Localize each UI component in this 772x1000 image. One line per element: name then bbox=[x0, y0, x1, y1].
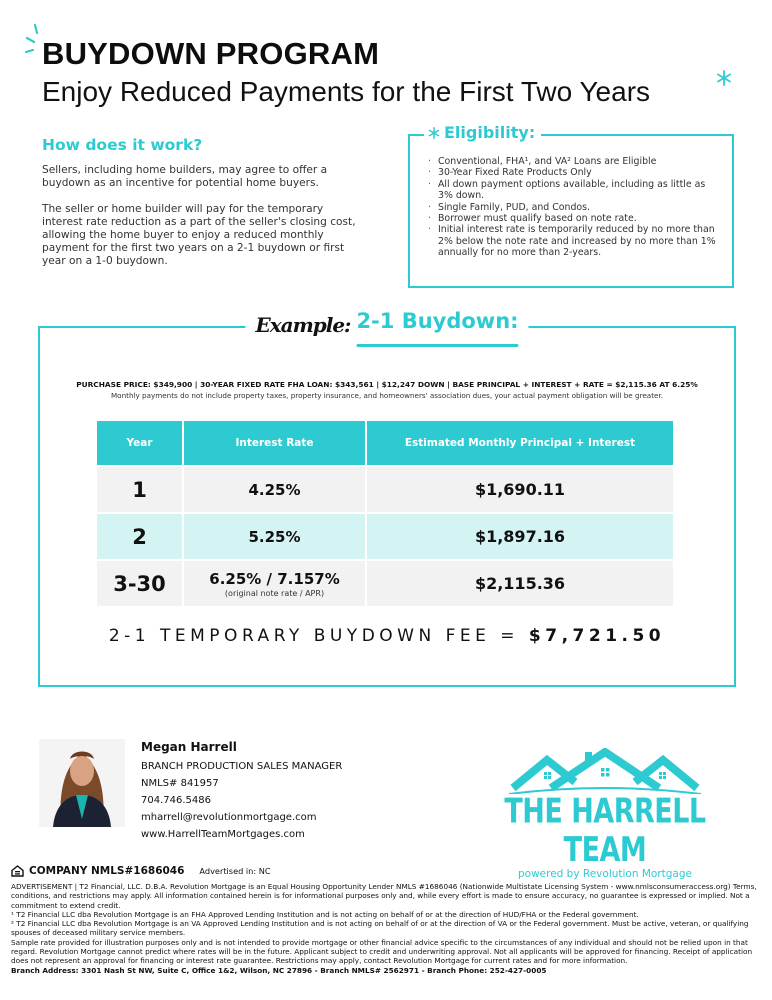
year-cell: 3-30 bbox=[97, 561, 182, 606]
page-title: BUYDOWN PROGRAM bbox=[42, 36, 380, 71]
eligibility-item: · 30-Year Fixed Rate Products Only bbox=[428, 167, 722, 178]
agent-phone[interactable]: 704.746.5486 bbox=[141, 795, 211, 806]
eligibility-item: · Initial interest rate is temporarily reduced by no more than 2% below the note rate and increased by no more than 1% annually for no more than 2-years. bbox=[428, 224, 722, 258]
how-it-works-paragraph: Sellers, including home builders, may agree to offer a buydown as an incentive for potential home buyers. bbox=[42, 164, 328, 189]
payment-cell: $2,115.36 bbox=[367, 561, 673, 606]
agent-photo bbox=[39, 739, 125, 827]
buydown-fee-value: $7,721.50 bbox=[528, 626, 666, 646]
loan-summary bbox=[40, 380, 734, 400]
buydown-fee bbox=[40, 626, 734, 646]
agent-title: BRANCH PRODUCTION SALES MANAGER bbox=[141, 761, 343, 772]
how-it-works-paragraph: The seller or home builder will pay for the temporary interest rate reduction as a part of the seller's closing cost, allowing the home buyer to enjoy a reduced monthly payment for the first two years on a 2-1 buydown or first year on a 1-0 buydown. bbox=[42, 203, 356, 267]
eligibility-heading-label: Eligibility: bbox=[444, 123, 536, 142]
how-it-works-section bbox=[42, 136, 362, 281]
page-subtitle: Enjoy Reduced Payments for the First Two Years bbox=[42, 76, 651, 107]
rates-table bbox=[95, 419, 675, 608]
rate-cell bbox=[184, 561, 365, 606]
agent-email[interactable]: mharrell@revolutionmortgage.com bbox=[141, 812, 317, 823]
advertised-in: Advertised in: NC bbox=[199, 866, 271, 876]
eligibility-box bbox=[408, 123, 734, 288]
equal-housing-icon bbox=[11, 865, 24, 877]
example-title: 2-1 Buydown: bbox=[356, 309, 518, 337]
harrell-team-logo bbox=[496, 748, 714, 880]
eligibility-heading bbox=[424, 123, 541, 142]
logo-brand-text: THE HARRELL TEAM bbox=[504, 792, 706, 870]
branch-info: Branch Address: 3301 Nash St NW, Suite C, Office 1&2, Wilson, NC 27896 - Branch NMLS# 2562971 - Branch Phone: 252-427-0005 bbox=[11, 965, 547, 975]
eligibility-item: · Borrower must qualify based on note rate. bbox=[428, 213, 722, 224]
disclaimer-paragraph: ADVERTISEMENT | T2 Financial, LLC. D.B.A. Revolution Mortgage is an Equal Housing Opportunity Lender NMLS #1686046 (Nationwide Multistate Licensing System - www.nmlsconsumeraccess.org) Terms, conditions, and restrictions may apply. All information contained herein is for informational purposes only and, while every effort is made to ensure accuracy, no guarantee is expressed or implied. Not a commitment to extend credit. bbox=[11, 882, 757, 910]
disclaimer-footnote-va: ² T2 Financial LLC dba Revolution Mortgage is an VA Approved Lending Institution and is not acting on behalf of or at the direction of VA or the Federal government. Must be active, veteran, or qualifying spouses of deceased military service members. bbox=[11, 919, 749, 938]
eligibility-item: · Conventional, FHA¹, and VA² Loans are Eligible bbox=[428, 156, 722, 167]
agent-name: Megan Harrell bbox=[141, 740, 237, 754]
year-cell: 1 bbox=[97, 467, 182, 512]
column-header-payment: Estimated Monthly Principal + Interest bbox=[367, 421, 673, 465]
spark-decoration-icon bbox=[24, 22, 44, 62]
rate-note: (original note rate / APR) bbox=[224, 588, 325, 598]
company-nmls-line bbox=[11, 865, 271, 877]
logo-tagline: powered by Revolution Mortgage bbox=[518, 868, 692, 880]
rate-value: 6.25% / 7.157% bbox=[209, 569, 340, 588]
example-heading bbox=[245, 309, 528, 337]
rate-cell: 5.25% bbox=[184, 514, 365, 559]
disclaimer bbox=[11, 882, 763, 975]
example-box bbox=[38, 309, 736, 687]
agent-contact bbox=[141, 740, 342, 843]
rate-cell: 4.25% bbox=[184, 467, 365, 512]
how-it-works-heading: How does it work? bbox=[42, 136, 203, 154]
loan-summary-line: PURCHASE PRICE: $349,900 | 30-YEAR FIXED RATE FHA LOAN: $343,561 | $12,247 DOWN | BASE PRINCIPAL + INTEREST + RATE = $2,115.36 AT 6.25% bbox=[76, 380, 698, 389]
column-header-year: Year bbox=[97, 421, 182, 465]
table-row bbox=[97, 561, 673, 606]
rooftops-icon bbox=[505, 748, 705, 794]
asterisk-icon bbox=[428, 127, 440, 139]
disclaimer-paragraph: Sample rate provided for illustration purposes only and is not intended to provide mortgage or other financial advice specific to the circumstances of any individual and should not be relied upon in that regard. Revolution Mortgage cannot predict where rates will be in the future. Applicant subject to credit and underwriting approval. Not all applicants will be approved for financing. Receipt of application does not represent an approval for financing or interest rate guarantee. Restrictions may apply, contact Revolution Mortgage for current rates and for more information. bbox=[11, 937, 753, 966]
buydown-fee-label: 2-1 TEMPORARY BUYDOWN FEE = bbox=[108, 626, 529, 646]
table-row bbox=[97, 514, 673, 559]
payment-cell: $1,690.11 bbox=[367, 467, 673, 512]
agent-nmls: NMLS# 841957 bbox=[141, 778, 219, 789]
example-script-label: Example: bbox=[255, 313, 351, 337]
column-header-rate: Interest Rate bbox=[184, 421, 365, 465]
agent-website[interactable]: www.HarrellTeamMortgages.com bbox=[141, 829, 305, 840]
payment-cell: $1,897.16 bbox=[367, 514, 673, 559]
payment-note: Monthly payments do not include property taxes, property insurance, and homeowners' association dues, your actual payment obligation will be greater. bbox=[110, 391, 664, 400]
disclaimer-footnote-fha: ¹ T2 Financial LLC dba Revolution Mortgage is an FHA Approved Lending Institution and is not acting on behalf of or at the direction of HUD/FHA or the Federal government. bbox=[11, 909, 639, 919]
eligibility-item: · All down payment options available, including as little as 3% down. bbox=[428, 179, 722, 202]
table-row bbox=[97, 467, 673, 512]
company-nmls: COMPANY NMLS#1686046 bbox=[29, 865, 185, 877]
eligibility-item: · Single Family, PUD, and Condos. bbox=[428, 202, 722, 213]
year-cell: 2 bbox=[97, 514, 182, 559]
eligibility-list bbox=[428, 156, 722, 259]
asterisk-decoration-icon bbox=[716, 70, 732, 86]
